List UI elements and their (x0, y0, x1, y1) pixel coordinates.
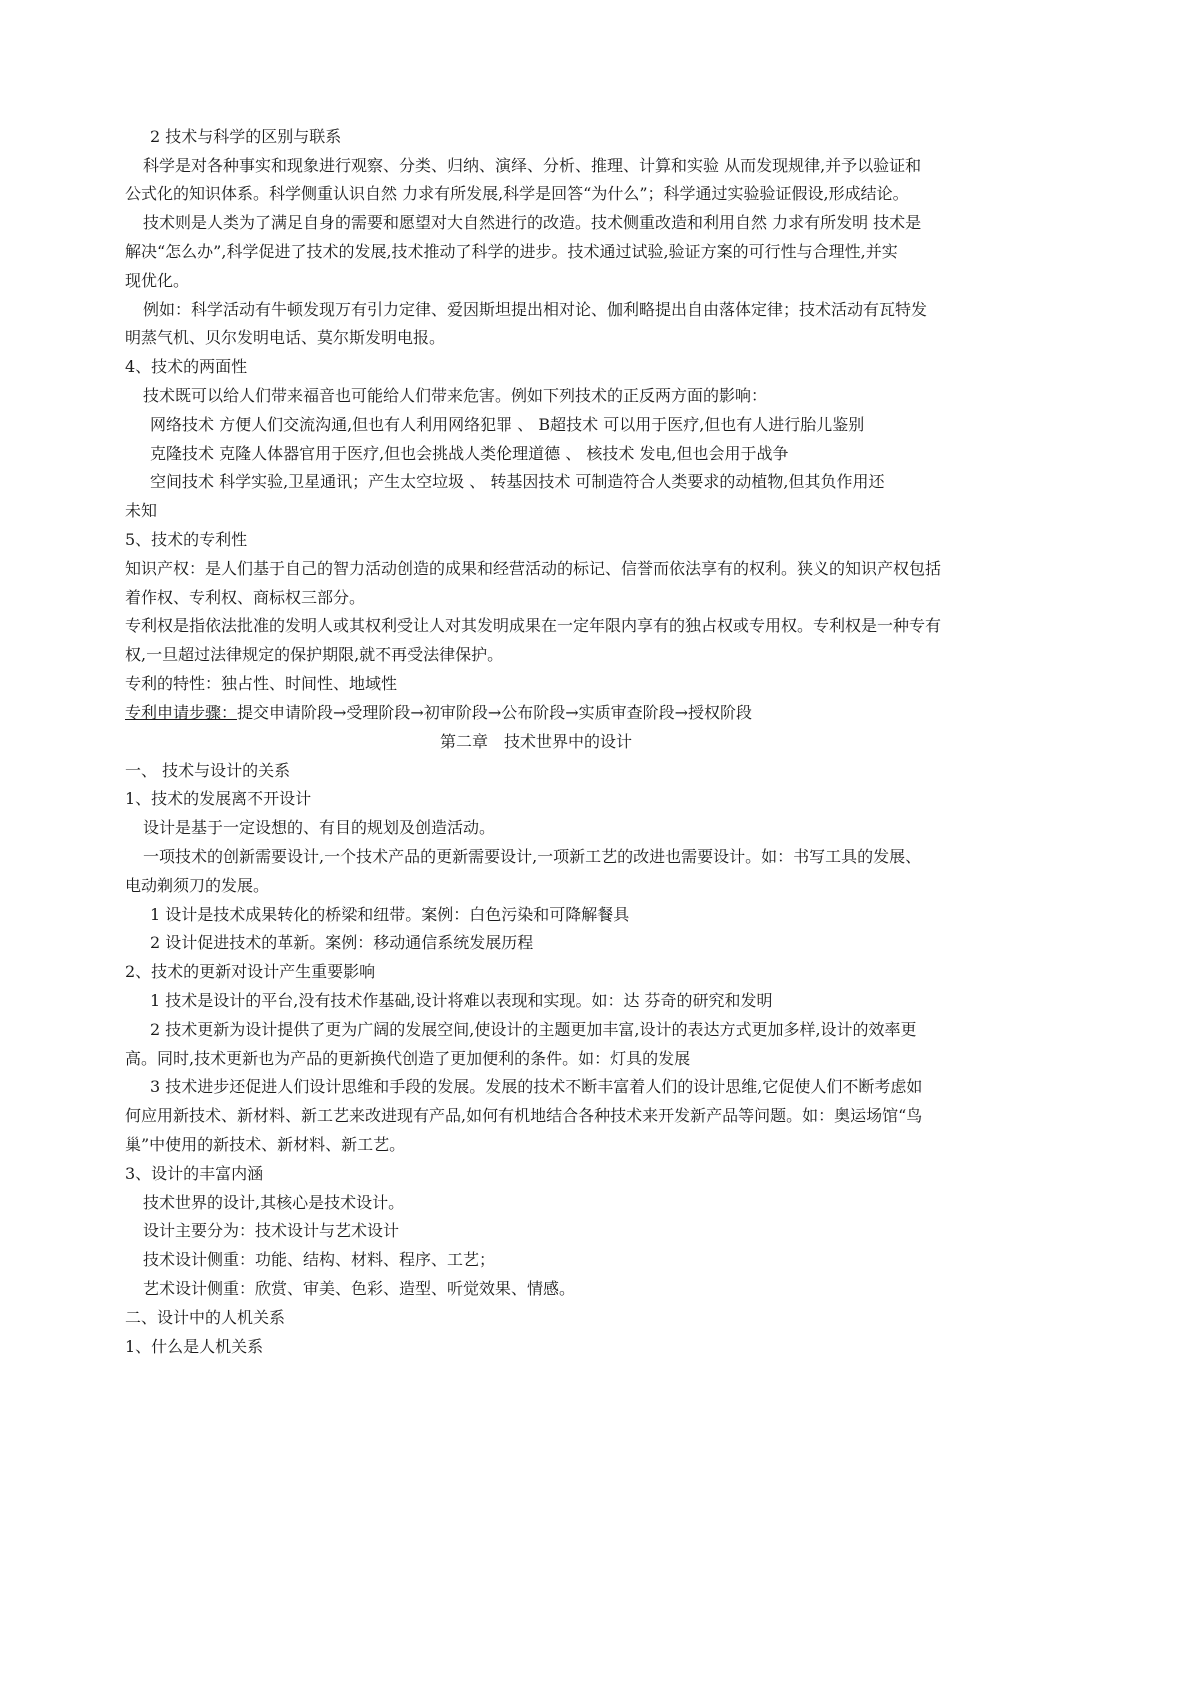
paragraph-line: 例如：科学活动有牛顿发现万有引力定律、爱因斯坦提出相对论、伽利略提出自由落体定律；技术活动有瓦特发 (143, 300, 928, 319)
paragraph-line: 着作权、专利权、商标权三部分。 (125, 588, 366, 607)
section-heading: 4、技术的两面性 (125, 357, 248, 376)
section-heading: 2 技术与科学的区别与联系 (150, 127, 342, 146)
paragraph-line: 技术既可以给人们带来福音也可能给人们带来危害。例如下列技术的正反两方面的影响： (143, 386, 768, 405)
paragraph-line: 现优化。 (125, 271, 190, 290)
paragraph-line: 1 设计是技术成果转化的桥梁和纽带。案例：白色污染和可降解餐具 (150, 905, 630, 924)
paragraph-line: 设计是基于一定设想的、有目的规划及创造活动。 (143, 818, 496, 837)
paragraph-line: 专利的特性：独占性、时间性、地域性 (125, 674, 398, 693)
paragraph-line: 科学是对各种事实和现象进行观察、分类、归纳、演绎、分析、推理、计算和实验 从而发现规律,并予以验证和 (143, 156, 922, 175)
paragraph-line: 1 技术是设计的平台,没有技术作基础,设计将难以表现和实现。如：达 芬奇的研究和发明 (150, 991, 773, 1010)
paragraph-line: 专利权是指依法批准的发明人或其权利受让人对其发明成果在一定年限内享有的独占权或专用权。专利权是一种专有 (125, 616, 942, 635)
paragraph-line: 空间技术 科学实验,卫星通讯；产生太空垃圾 、 转基因技术 可制造符合人类要求的动植物,但其负作用还 (150, 472, 885, 491)
paragraph-line: 明蒸气机、贝尔发明电话、莫尔斯发明电报。 (125, 328, 446, 347)
paragraph-line: 未知 (125, 501, 158, 520)
paragraph-line: 网络技术 方便人们交流沟通,但也有人利用网络犯罪 、 B超技术 可以用于医疗,但也有人进行胎儿鉴别 (150, 415, 865, 434)
paragraph-line: 何应用新技术、新材料、新工艺来改进现有产品,如何有机地结合各种技术来开发新产品等问题。如：奥运场馆“鸟 (125, 1106, 923, 1125)
section-heading: 一、 技术与设计的关系 (125, 761, 291, 780)
paragraph-line: 3 技术进步还促进人们设计思维和手段的发展。发展的技术不断丰富着人们的设计思维,它促使人们不断考虑如 (150, 1077, 923, 1096)
paragraph-line (125, 703, 752, 723)
paragraph-line: 公式化的知识体系。科学侧重认识自然 力求有所发展,科学是回答“为什么”；科学通过实验验证假设,形成结论。 (125, 184, 909, 203)
chapter-title: 第二章 技术世界中的设计 (440, 732, 633, 751)
paragraph-line: 艺术设计侧重：欣赏、审美、色彩、造型、听觉效果、情感。 (143, 1279, 576, 1298)
paragraph-line: 技术世界的设计,其核心是技术设计。 (143, 1193, 405, 1212)
paragraph-line: 技术则是人类为了满足自身的需要和愿望对大自然进行的改造。技术侧重改造和利用自然 力求有所发明 技术是 (143, 213, 922, 232)
paragraph-line: 知识产权：是人们基于自己的智力活动创造的成果和经营活动的标记、信誉而依法享有的权利。狭义的知识产权包括 (125, 559, 942, 578)
paragraph-line: 克隆技术 克隆人体器官用于医疗,但也会挑战人类伦理道德 、 核技术 发电,但也会用于战争 (150, 444, 789, 463)
paragraph-line: 权,一旦超过法律规定的保护期限,就不再受法律保护。 (125, 645, 504, 664)
section-heading: 2、技术的更新对设计产生重要影响 (125, 962, 376, 981)
paragraph-line: 2 设计促进技术的革新。案例：移动通信系统发展历程 (150, 933, 534, 952)
paragraph-line: 2 技术更新为设计提供了更为广阔的发展空间,使设计的主题更加丰富,设计的表达方式更加多样,设计的效率更 (150, 1020, 917, 1039)
paragraph-line: 电动剃须刀的发展。 (125, 876, 270, 895)
underlined-term: 专利申请步骤： (125, 703, 238, 722)
paragraph-line: 高。同时,技术更新也为产品的更新换代创造了更加便利的条件。如：灯具的发展 (125, 1049, 691, 1068)
section-heading: 1、技术的发展离不开设计 (125, 789, 312, 808)
section-heading: 1、什么是人机关系 (125, 1337, 264, 1356)
paragraph-line: 巢”中使用的新技术、新材料、新工艺。 (125, 1135, 406, 1154)
paragraph-line: 技术设计侧重：功能、结构、材料、程序、工艺； (143, 1250, 496, 1269)
paragraph-line: 一项技术的创新需要设计,一个技术产品的更新需要设计,一项新工艺的改进也需要设计。如：书写工具的发展、 (143, 847, 922, 866)
paragraph-line: 解决“怎么办”,科学促进了技术的发展,技术推动了科学的进步。技术通过试验,验证方案的可行性与合理性,并实 (125, 242, 898, 261)
section-heading: 3、设计的丰富内涵 (125, 1164, 264, 1183)
patent-steps: 提交申请阶段→受理阶段→初审阶段→公布阶段→实质审查阶段→授权阶段 (237, 703, 753, 722)
section-heading: 5、技术的专利性 (125, 530, 248, 549)
paragraph-line: 设计主要分为：技术设计与艺术设计 (143, 1221, 400, 1240)
section-heading: 二、设计中的人机关系 (125, 1308, 286, 1327)
